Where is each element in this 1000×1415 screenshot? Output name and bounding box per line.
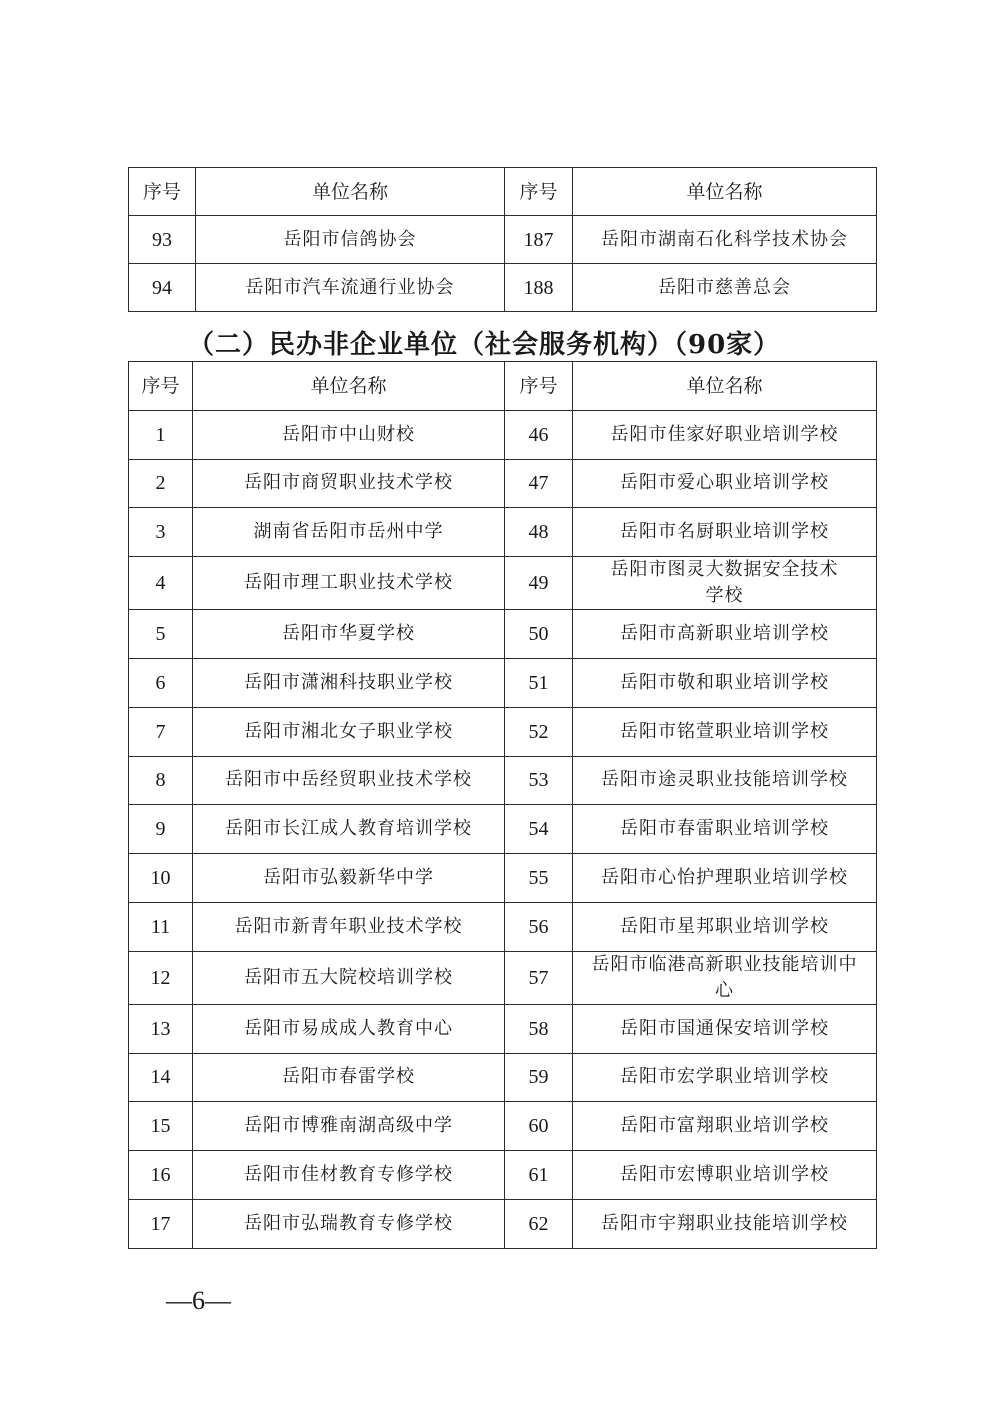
unit-name-cell [193, 854, 505, 903]
unit-name-cell [573, 557, 877, 610]
unit-name-cell [193, 557, 505, 610]
unit-name-cell [573, 508, 877, 557]
unit-name: 岳阳市佳材教育专修学校 [244, 1164, 453, 1186]
table-row [129, 1199, 877, 1248]
header-seq-right: 序号 [505, 362, 573, 411]
unit-name: 岳阳市富翔职业培训学校 [620, 1115, 829, 1137]
header-row [129, 168, 877, 216]
page-number: —6— [166, 1286, 231, 1315]
unit-name-cell [193, 1151, 505, 1200]
unit-name-cell [193, 410, 505, 459]
unit-name: 岳阳市春雷学校 [282, 1066, 415, 1088]
unit-name: 岳阳市长江成人教育培训学校 [225, 818, 472, 840]
table-row [129, 557, 877, 610]
unit-name: 湖南省岳阳市岳州中学 [253, 521, 444, 543]
unit-name: 岳阳市五大院校培训学校 [244, 966, 453, 988]
unit-name-cell [193, 805, 505, 854]
unit-name: 岳阳市信鸽协会 [283, 228, 417, 250]
seq-number-cell: 10 [129, 854, 193, 903]
unit-name-cell [193, 658, 505, 707]
header-name-right: 单位名称 [573, 362, 877, 411]
header-seq-right: 序号 [505, 168, 573, 216]
unit-name: 岳阳市湖南石化科学技术协会 [601, 228, 848, 250]
table-row [129, 610, 877, 659]
unit-name: 岳阳市华夏学校 [282, 623, 415, 645]
unit-name: 岳阳市国通保安培训学校 [620, 1017, 829, 1039]
unit-name: 岳阳市慈善总会 [658, 276, 791, 298]
seq-number-cell: 12 [129, 951, 193, 1004]
unit-name-cell [196, 264, 505, 312]
unit-name: 岳阳市湘北女子职业学校 [244, 720, 453, 742]
seq-number-cell: 52 [505, 707, 573, 756]
unit-name: 岳阳市宏博职业培训学校 [620, 1164, 829, 1186]
seq-number-cell: 48 [505, 508, 573, 557]
unit-name-cell [573, 410, 877, 459]
table-row [129, 459, 877, 508]
unit-name: 岳阳市春雷职业培训学校 [620, 818, 829, 840]
seq-number-cell: 13 [129, 1004, 193, 1053]
unit-name-cell [573, 1151, 877, 1200]
seq-number-cell: 9 [129, 805, 193, 854]
table-row [129, 264, 877, 312]
seq-number-cell: 59 [505, 1053, 573, 1102]
seq-number-cell: 62 [505, 1199, 573, 1248]
unit-name: 岳阳市弘瑞教育专修学校 [244, 1212, 453, 1234]
section-heading: （二）民办非企业单位（社会服务机构）（90家） [188, 330, 781, 360]
unit-name-cell [573, 264, 877, 312]
unit-name: 岳阳市宏学职业培训学校 [620, 1066, 829, 1088]
unit-name-cell [573, 1004, 877, 1053]
seq-number-cell: 53 [505, 756, 573, 805]
seq-number-cell: 56 [505, 902, 573, 951]
unit-name: 岳阳市图灵大数据安全技术学校 [610, 559, 839, 607]
unit-name: 岳阳市理工职业技术学校 [244, 572, 453, 594]
unit-name-cell [193, 1102, 505, 1151]
seq-number-cell: 46 [505, 410, 573, 459]
unit-name-cell [573, 1199, 877, 1248]
unit-name-cell [196, 216, 505, 264]
table-row [129, 1053, 877, 1102]
seq-number-cell: 55 [505, 854, 573, 903]
unit-name: 岳阳市爱心职业培训学校 [620, 472, 829, 494]
header-name-right: 单位名称 [573, 168, 877, 216]
unit-name-cell [573, 1053, 877, 1102]
seq-number-cell: 7 [129, 707, 193, 756]
seq-number-cell: 17 [129, 1199, 193, 1248]
unit-name: 岳阳市临港高新职业技能培训中心 [591, 953, 858, 1001]
unit-name-cell [193, 610, 505, 659]
unit-name: 岳阳市易成成人教育中心 [244, 1017, 453, 1039]
table2-body [129, 362, 877, 1249]
seq-number-cell: 1 [129, 410, 193, 459]
unit-name: 岳阳市弘毅新华中学 [263, 867, 434, 889]
seq-number-cell: 187 [505, 216, 573, 264]
unit-name: 岳阳市汽车流通行业协会 [245, 276, 455, 298]
unit-name: 岳阳市名厨职业培训学校 [620, 521, 829, 543]
unit-name-cell [573, 610, 877, 659]
seq-number-cell: 15 [129, 1102, 193, 1151]
unit-name: 岳阳市博雅南湖高级中学 [244, 1115, 453, 1137]
unit-name: 岳阳市新青年职业技术学校 [234, 915, 463, 937]
seq-number-cell: 2 [129, 459, 193, 508]
seq-number-cell: 5 [129, 610, 193, 659]
table1-body [129, 168, 877, 312]
seq-number-cell: 93 [129, 216, 196, 264]
unit-name-cell [573, 459, 877, 508]
seq-number-cell: 8 [129, 756, 193, 805]
unit-name: 岳阳市佳家好职业培训学校 [610, 423, 839, 445]
seq-number-cell: 54 [505, 805, 573, 854]
unit-name-cell [193, 1199, 505, 1248]
unit-name-cell [193, 1004, 505, 1053]
seq-number-cell: 61 [505, 1151, 573, 1200]
seq-number-cell: 57 [505, 951, 573, 1004]
unit-name-cell [573, 951, 877, 1004]
unit-name-cell [193, 1053, 505, 1102]
seq-number-cell: 16 [129, 1151, 193, 1200]
unit-name: 岳阳市心怡护理职业培训学校 [601, 867, 848, 889]
seq-number-cell: 49 [505, 557, 573, 610]
unit-name: 岳阳市高新职业培训学校 [620, 623, 829, 645]
seq-number-cell: 51 [505, 658, 573, 707]
seq-number-cell: 4 [129, 557, 193, 610]
table-row [129, 902, 877, 951]
header-seq-left: 序号 [129, 362, 193, 411]
unit-name: 岳阳市潇湘科技职业学校 [244, 671, 453, 693]
unit-name-cell [193, 508, 505, 557]
table-row [129, 951, 877, 1004]
seq-number-cell: 47 [505, 459, 573, 508]
unit-name-cell [573, 707, 877, 756]
unit-name-cell [573, 216, 877, 264]
unit-name-cell [193, 707, 505, 756]
seq-number-cell: 188 [505, 264, 573, 312]
unit-name-cell [193, 756, 505, 805]
header-seq-left: 序号 [129, 168, 196, 216]
header-name-left: 单位名称 [193, 362, 505, 411]
table-row [129, 508, 877, 557]
unit-name-cell [573, 902, 877, 951]
unit-name-cell [573, 658, 877, 707]
unit-name-cell [573, 756, 877, 805]
table-row [129, 805, 877, 854]
seq-number-cell: 3 [129, 508, 193, 557]
table-row [129, 854, 877, 903]
private-non-enterprise-units-table [128, 361, 877, 1249]
organizations-table-continued [128, 167, 877, 312]
table-row [129, 756, 877, 805]
table-row [129, 216, 877, 264]
unit-name-cell [573, 805, 877, 854]
unit-name-cell [573, 1102, 877, 1151]
unit-name: 岳阳市中山财校 [282, 423, 415, 445]
table-row [129, 1151, 877, 1200]
table-row [129, 1004, 877, 1053]
unit-name: 岳阳市宇翔职业技能培训学校 [601, 1212, 848, 1234]
table-row [129, 410, 877, 459]
unit-name: 岳阳市中岳经贸职业技术学校 [225, 769, 472, 791]
unit-name-cell [193, 951, 505, 1004]
seq-number-cell: 58 [505, 1004, 573, 1053]
unit-name: 岳阳市途灵职业技能培训学校 [601, 769, 848, 791]
seq-number-cell: 60 [505, 1102, 573, 1151]
unit-name: 岳阳市敬和职业培训学校 [620, 671, 829, 693]
header-row [129, 362, 877, 411]
unit-name-cell [193, 902, 505, 951]
table-row [129, 658, 877, 707]
unit-name-cell [573, 854, 877, 903]
unit-name: 岳阳市商贸职业技术学校 [244, 472, 453, 494]
unit-name: 岳阳市铭萱职业培训学校 [620, 720, 829, 742]
seq-number-cell: 6 [129, 658, 193, 707]
seq-number-cell: 50 [505, 610, 573, 659]
unit-name-cell [193, 459, 505, 508]
seq-number-cell: 11 [129, 902, 193, 951]
table-row [129, 707, 877, 756]
seq-number-cell: 94 [129, 264, 196, 312]
seq-number-cell: 14 [129, 1053, 193, 1102]
table-row [129, 1102, 877, 1151]
unit-name: 岳阳市星邦职业培训学校 [620, 915, 829, 937]
header-name-left: 单位名称 [196, 168, 505, 216]
